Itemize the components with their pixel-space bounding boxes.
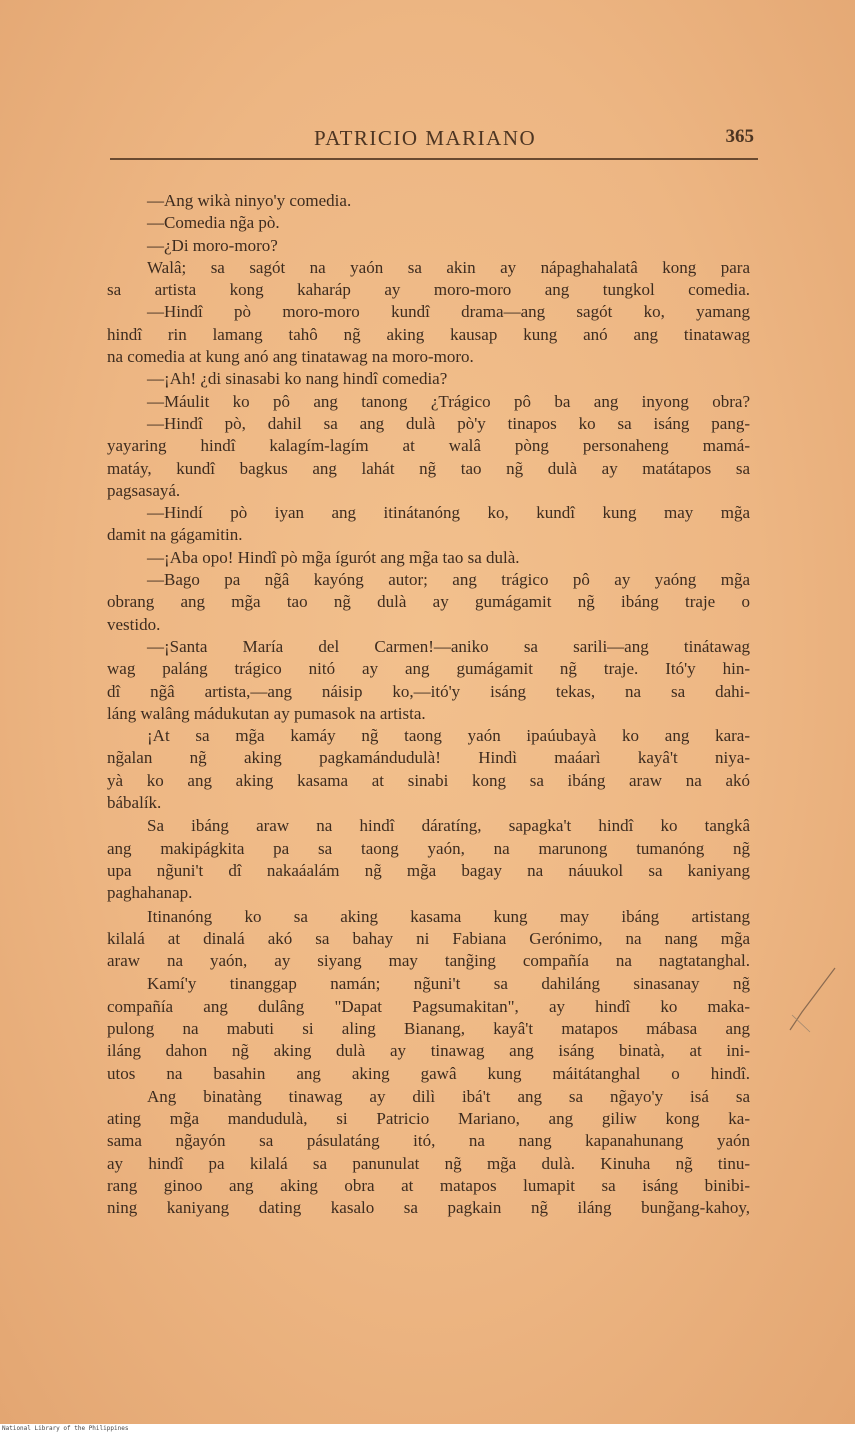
text-line: —Máulit ko pô ang tanong ¿Trágico pô ba ang inyong obra? xyxy=(147,391,750,411)
running-title: PATRICIO MARIANO xyxy=(314,126,537,150)
text-line: hindî rin lamang tahô ng̃ aking kausap kung anó ang tinatawag xyxy=(107,324,750,344)
page-number: 365 xyxy=(725,126,754,147)
text-line: —Hindí pò iyan ang itinátanóng ko, kundî kung may mg̃a xyxy=(147,503,750,523)
text-line: damit na gágamitin. xyxy=(107,525,243,545)
text-line: ay hindî pa kilalá sa panunulat ng̃ mg̃a dulà. Kinuha ng̃ tinu- xyxy=(107,1153,750,1173)
text-line: yayaring hindî kalagím-lagím at walâ pòng personaheng mamá- xyxy=(107,436,750,456)
text-line: —Comedia ng̃a pò. xyxy=(147,213,280,233)
text-line: sama ng̃ayón sa pásulatáng itó, na nang kapanahunang yaón xyxy=(107,1131,750,1151)
text-line: matáy, kundî bagkus ang lahát ng̃ tao ng̃ dulà ay matátapos sa xyxy=(107,458,750,478)
text-line: —¡Ah! ¿di sinasabi ko nang hindî comedia? xyxy=(147,369,448,389)
text-line: ating mg̃a mandudulà, si Patricio Mariano, ang giliw kong ka- xyxy=(107,1109,750,1129)
text-line: na comedia at kung anó ang tinatawag na moro-moro. xyxy=(107,347,474,367)
text-line: wag paláng trágico nitó ay ang gumágamit ng̃ traje. Itó'y hin- xyxy=(107,659,750,679)
text-line: vestido. xyxy=(107,614,161,634)
pencil-mark-icon xyxy=(780,960,840,1040)
text-line: Sa ibáng araw na hindî dáratíng, sapagka't hindî ko tangkâ xyxy=(147,816,750,836)
text-line: —Hindî pò moro-moro kundî drama—ang sagót ko, yamang xyxy=(147,302,750,322)
text-line: pagsasayá. xyxy=(107,480,181,500)
header-rule xyxy=(110,158,758,160)
body-text xyxy=(107,190,750,1220)
text-line: Ang binatàng tinawag ay dilì ibá't ang sa ng̃ayo'y isá sa xyxy=(147,1086,750,1106)
text-line: —¿Di moro-moro? xyxy=(147,235,278,255)
text-line: —Ang wikà ninyo'y comedia. xyxy=(147,191,352,210)
text-line: compañía ang dulâng "Dapat Pagsumakitan", ay hindî ko maka- xyxy=(107,996,750,1016)
text-line: —Hindî pò, dahil sa ang dulà pò'y tinapos ko sa isáng pang- xyxy=(147,413,750,433)
text-line: dî ng̃â artista,—ang náisip ko,—itó'y isáng tekas, na sa dahi- xyxy=(107,681,750,701)
text-line: iláng dahon ng̃ aking dulà ay tinawag ang isáng binatà, at ini- xyxy=(107,1041,750,1061)
text-line: paghahanap. xyxy=(107,883,193,903)
text-line: araw na yaón, ay siyang may tang̃ing compañía na nagtatanghal. xyxy=(107,951,750,971)
text-line: pulong na mabuti si aling Bianang, kayâ't matapos mábasa ang xyxy=(107,1018,750,1038)
text-line: láng walâng mádukutan ay pumasok na artista. xyxy=(107,703,426,723)
text-line: utos na basahin ang aking gawâ kung máitátanghal o hindî. xyxy=(107,1063,750,1083)
text-line: —¡Santa María del Carmen!—aniko sa sarili—ang tinátawag xyxy=(147,636,750,656)
text-line: ¡At sa mg̃a kamáy ng̃ taong yaón ipaúubayà ko ang kara- xyxy=(147,726,750,746)
text-line: yà ko ang aking kasama at sinabi kong sa ibáng araw na akó xyxy=(107,770,750,790)
text-line: ang makipágkita pa sa taong yaón, na marunong tumanóng ng̃ xyxy=(107,838,750,858)
text-line: ng̃alan ng̃ aking pagkamándudulà! Hindì maáarì kayâ't niya- xyxy=(107,748,750,768)
text-line: ning kaniyang dating kasalo sa pagkain ng̃ iláng bung̃ang-kahoy, xyxy=(107,1198,750,1218)
text-line: kilalá at dinalá akó sa bahay ni Fabiana Gerónimo, na nang mg̃a xyxy=(107,928,750,948)
text-line: obrang ang mg̃a tao ng̃ dulà ay gumágamit ng̃ ibáng traje o xyxy=(107,592,750,612)
text-line: upa ng̃uni't dî nakaáalám ng̃ mg̃a bagay na náuukol sa kaniyang xyxy=(107,860,750,880)
footer-credit: National Library of the Philippines xyxy=(2,1425,129,1432)
text-line: —Bago pa ng̃â kayóng autor; ang trágico pô ay yaóng mg̃a xyxy=(147,570,750,590)
text-line: sa artista kong kaharáp ay moro-moro ang tungkol comedia. xyxy=(107,280,750,300)
text-line: Kamí'y tinanggap namán; ng̃uni't sa dahiláng sinasanay ng̃ xyxy=(147,974,750,994)
text-line: Walâ; sa sagót na yaón sa akin ay nápaghahalatâ kong para xyxy=(147,257,750,277)
text-line: rang ginoo ang aking obra at matapos lumapit sa isáng binibi- xyxy=(107,1176,750,1196)
text-line: Itinanóng ko sa aking kasama kung may ibáng artistang xyxy=(147,906,750,926)
text-line: bábalík. xyxy=(107,793,162,813)
text-line: —¡Aba opo! Hindî pò mg̃a ígurót ang mg̃a tao sa dulà. xyxy=(147,547,520,567)
page-header xyxy=(108,124,756,154)
